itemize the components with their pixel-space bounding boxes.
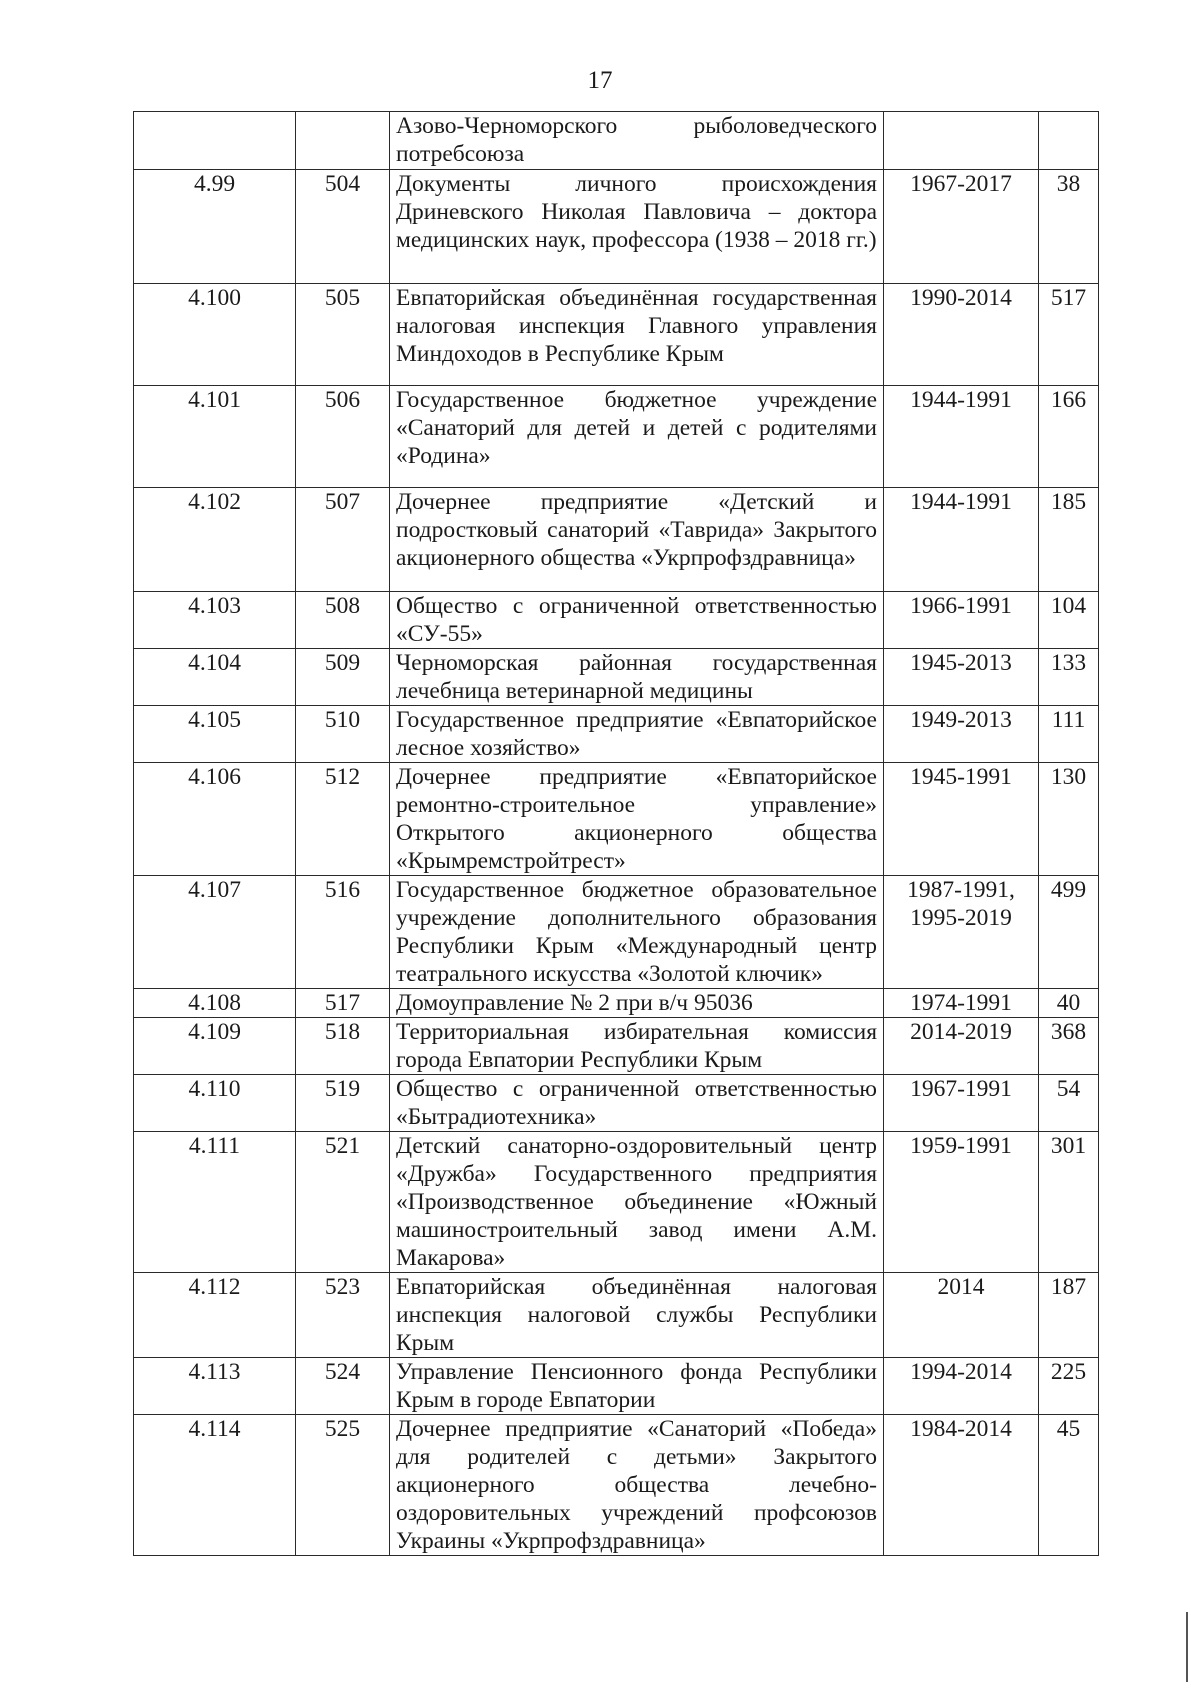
- table-row: [134, 1132, 1099, 1273]
- table-row: [134, 112, 1099, 170]
- fond-name: Управление Пенсионного фонда Республики Крым в городе Евпатории: [390, 1358, 884, 1415]
- table-row: [134, 1075, 1099, 1132]
- file-count: 104: [1039, 592, 1099, 649]
- file-count: 133: [1039, 649, 1099, 706]
- fond-number: 518: [296, 1018, 390, 1075]
- file-count: 54: [1039, 1075, 1099, 1132]
- fond-number: [296, 112, 390, 170]
- fond-name: Евпаторийская объединённая государственная налоговая инспекция Главного управления Миндоходов в Республике Крым: [390, 284, 884, 386]
- row-number: 4.99: [134, 170, 296, 284]
- scan-edge-mark: [1186, 1612, 1188, 1682]
- table-row: [134, 170, 1099, 284]
- row-number: 4.103: [134, 592, 296, 649]
- fond-number: 521: [296, 1132, 390, 1273]
- date-range: [884, 112, 1039, 170]
- fond-number: 519: [296, 1075, 390, 1132]
- date-range: 2014-2019: [884, 1018, 1039, 1075]
- fond-name: Домоуправление № 2 при в/ч 95036: [390, 989, 884, 1018]
- fond-number: 525: [296, 1415, 390, 1556]
- file-count: 301: [1039, 1132, 1099, 1273]
- date-range: 2014: [884, 1273, 1039, 1358]
- row-number: 4.113: [134, 1358, 296, 1415]
- file-count: 45: [1039, 1415, 1099, 1556]
- date-range: 1984-2014: [884, 1415, 1039, 1556]
- fond-number: 505: [296, 284, 390, 386]
- fond-number: 507: [296, 488, 390, 592]
- date-range: 1944-1991: [884, 386, 1039, 488]
- table-row: [134, 706, 1099, 763]
- file-count: 111: [1039, 706, 1099, 763]
- table-row: [134, 592, 1099, 649]
- fond-name: Общество с ограниченной ответственностью «Бытрадиотехника»: [390, 1075, 884, 1132]
- row-number: 4.112: [134, 1273, 296, 1358]
- date-range: 1959-1991: [884, 1132, 1039, 1273]
- date-range: 1966-1991: [884, 592, 1039, 649]
- table-body: [134, 112, 1099, 1556]
- row-number: 4.114: [134, 1415, 296, 1556]
- fond-number: 506: [296, 386, 390, 488]
- row-number: 4.100: [134, 284, 296, 386]
- file-count: 187: [1039, 1273, 1099, 1358]
- table-row: [134, 1415, 1099, 1556]
- fond-name: Территориальная избирательная комиссия города Евпатории Республики Крым: [390, 1018, 884, 1075]
- table-row: [134, 386, 1099, 488]
- date-range: 1944-1991: [884, 488, 1039, 592]
- fond-number: 523: [296, 1273, 390, 1358]
- fond-name: Азово-Черноморского рыболоведческого потребсоюза: [390, 112, 884, 170]
- file-count: 40: [1039, 989, 1099, 1018]
- table-row: [134, 763, 1099, 876]
- fond-number: 512: [296, 763, 390, 876]
- file-count: 38: [1039, 170, 1099, 284]
- date-range: 1987-1991, 1995-2019: [884, 876, 1039, 989]
- fond-name: Дочернее предприятие «Евпаторийское ремонтно-строительное управление» Открытого акционерного общества «Крымремстройтрест»: [390, 763, 884, 876]
- date-range: 1945-1991: [884, 763, 1039, 876]
- table-row: [134, 876, 1099, 989]
- date-range: 1967-2017: [884, 170, 1039, 284]
- page-number: 17: [587, 67, 613, 94]
- row-number: 4.109: [134, 1018, 296, 1075]
- date-range: 1967-1991: [884, 1075, 1039, 1132]
- file-count: 166: [1039, 386, 1099, 488]
- row-number: 4.111: [134, 1132, 296, 1273]
- row-number: 4.108: [134, 989, 296, 1018]
- file-count: 225: [1039, 1358, 1099, 1415]
- date-range: 1945-2013: [884, 649, 1039, 706]
- table-row: [134, 488, 1099, 592]
- fond-name: Евпаторийская объединённая налоговая инспекция налоговой службы Республики Крым: [390, 1273, 884, 1358]
- table-row: [134, 284, 1099, 386]
- date-range: 1949-2013: [884, 706, 1039, 763]
- fond-name: Дочернее предприятие «Санаторий «Победа» для родителей с детьми» Закрытого акционерного общества лечебно-оздоровительных учреждений профсоюзов Украины «Укрпрофздравница»: [390, 1415, 884, 1556]
- date-range: 1974-1991: [884, 989, 1039, 1018]
- fond-name: Документы личного происхождения Дриневского Николая Павловича – доктора медицинских наук, профессора (1938 – 2018 гг.): [390, 170, 884, 284]
- date-range: 1994-2014: [884, 1358, 1039, 1415]
- file-count: 185: [1039, 488, 1099, 592]
- file-count: 517: [1039, 284, 1099, 386]
- fond-number: 508: [296, 592, 390, 649]
- fond-name: Черноморская районная государственная лечебница ветеринарной медицины: [390, 649, 884, 706]
- table-row: [134, 1273, 1099, 1358]
- table-row: [134, 989, 1099, 1018]
- fonds-table: [133, 111, 1099, 1556]
- fond-name: Детский санаторно-оздоровительный центр «Дружба» Государственного предприятия «Производственное объединение «Южный машиностроительный завод имени А.М. Макарова»: [390, 1132, 884, 1273]
- file-count: [1039, 112, 1099, 170]
- row-number: 4.104: [134, 649, 296, 706]
- fond-number: 524: [296, 1358, 390, 1415]
- fond-name: Общество с ограниченной ответственностью «СУ-55»: [390, 592, 884, 649]
- row-number: 4.107: [134, 876, 296, 989]
- file-count: 499: [1039, 876, 1099, 989]
- row-number: [134, 112, 296, 170]
- row-number: 4.110: [134, 1075, 296, 1132]
- row-number: 4.106: [134, 763, 296, 876]
- fond-name: Государственное предприятие «Евпаторийское лесное хозяйство»: [390, 706, 884, 763]
- table-row: [134, 649, 1099, 706]
- fond-name: Дочернее предприятие «Детский и подростковый санаторий «Таврида» Закрытого акционерного общества «Укрпрофздравница»: [390, 488, 884, 592]
- date-range: 1990-2014: [884, 284, 1039, 386]
- fond-name: Государственное бюджетное учреждение «Санаторий для детей и детей с родителями «Родина»: [390, 386, 884, 488]
- fond-number: 509: [296, 649, 390, 706]
- fond-number: 517: [296, 989, 390, 1018]
- fond-number: 504: [296, 170, 390, 284]
- fond-number: 516: [296, 876, 390, 989]
- table-row: [134, 1358, 1099, 1415]
- row-number: 4.102: [134, 488, 296, 592]
- file-count: 130: [1039, 763, 1099, 876]
- fond-number: 510: [296, 706, 390, 763]
- table-row: [134, 1018, 1099, 1075]
- fond-name: Государственное бюджетное образовательное учреждение дополнительного образования Республики Крым «Международный центр театрального искусства «Золотой ключик»: [390, 876, 884, 989]
- row-number: 4.105: [134, 706, 296, 763]
- row-number: 4.101: [134, 386, 296, 488]
- file-count: 368: [1039, 1018, 1099, 1075]
